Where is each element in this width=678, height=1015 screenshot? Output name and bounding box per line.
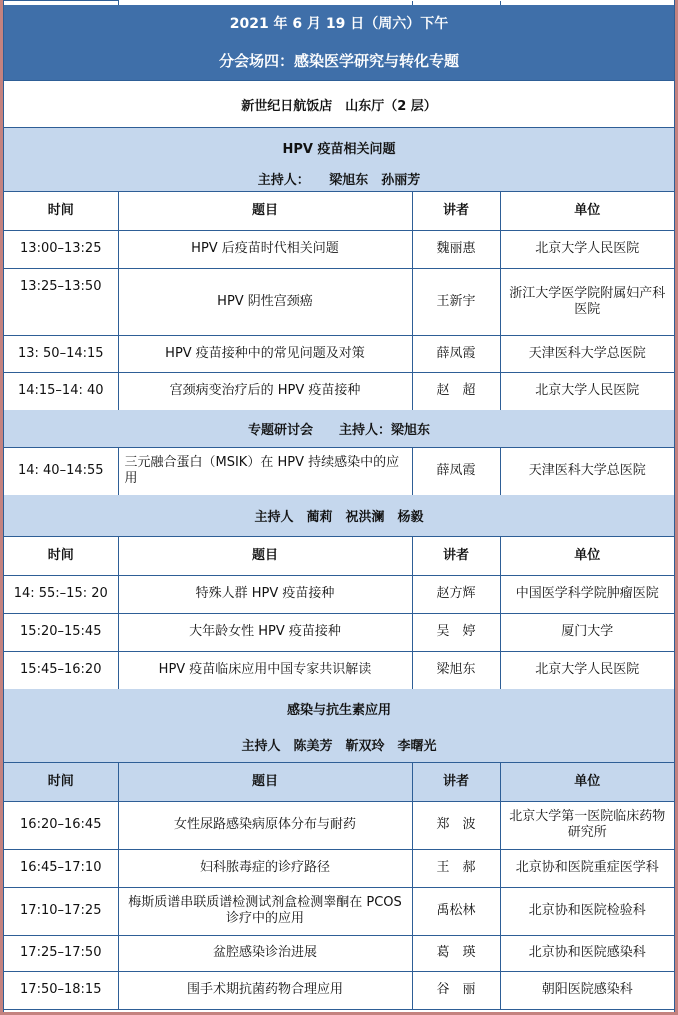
time-cell: 17:25–17:50 <box>4 935 118 971</box>
table-header-row <box>4 537 674 575</box>
time-cell: 16:20–16:45 <box>4 801 118 849</box>
time-cell: 15:20–15:45 <box>4 613 118 651</box>
date-header: 2021 年 6 月 19 日（周六）下午 <box>4 5 674 41</box>
topic-cell: 大年龄女性 HPV 疫苗接种 <box>118 613 412 651</box>
topic-cell: HPV 后疫苗时代相关问题 <box>118 230 412 268</box>
speaker-cell: 梁旭东 <box>412 651 500 689</box>
section1-title: HPV 疫苗相关问题 <box>4 128 674 166</box>
table-row <box>4 651 674 689</box>
section3-title: 感染与抗生素应用 <box>4 689 674 727</box>
table-header-row <box>4 192 674 230</box>
speaker-cell: 谷 丽 <box>412 971 500 1009</box>
topic-cell: 围手术期抗菌药物合理应用 <box>118 971 412 1009</box>
unit-cell: 北京大学人民医院 <box>500 372 674 410</box>
table-row <box>4 849 674 887</box>
seminar-table <box>4 448 674 496</box>
table-row <box>4 230 674 268</box>
time-cell: 17:50–18:15 <box>4 971 118 1009</box>
table-row <box>4 887 674 935</box>
table-header-row <box>4 763 674 801</box>
col-unit: 单位 <box>500 537 674 575</box>
topic-cell: 妇科脓毒症的诊疗路径 <box>118 849 412 887</box>
speaker-cell: 王新宇 <box>412 268 500 335</box>
section1-table <box>4 192 674 411</box>
speaker-cell: 王 郝 <box>412 849 500 887</box>
col-unit: 单位 <box>500 763 674 801</box>
time-cell: 16:45–17:10 <box>4 849 118 887</box>
col-topic: 题目 <box>118 192 412 230</box>
col-topic: 题目 <box>118 763 412 801</box>
speaker-cell: 郑 波 <box>412 801 500 849</box>
col-time: 时间 <box>4 192 118 230</box>
table-row <box>4 268 674 335</box>
topic-cell: HPV 疫苗接种中的常见问题及对策 <box>118 335 412 372</box>
unit-cell: 北京大学人民医院 <box>500 230 674 268</box>
table-row <box>4 613 674 651</box>
speaker-cell: 薛凤霞 <box>412 448 500 495</box>
speaker-cell: 吴 婷 <box>412 613 500 651</box>
unit-cell: 浙江大学医学院附属妇产科医院 <box>500 268 674 335</box>
topic-cell: 宫颈病变治疗后的 HPV 疫苗接种 <box>118 372 412 410</box>
time-cell: 14: 40–14:55 <box>4 448 118 495</box>
section1-hosts: 主持人： 梁旭东 孙丽芳 <box>4 166 674 192</box>
schedule-sheet <box>3 0 675 1012</box>
col-time: 时间 <box>4 763 118 801</box>
speaker-cell: 赵 超 <box>412 372 500 410</box>
table-row <box>4 971 674 1009</box>
section2-table <box>4 537 674 690</box>
col-speaker: 讲者 <box>412 763 500 801</box>
table-row <box>4 372 674 410</box>
speaker-cell: 魏丽惠 <box>412 230 500 268</box>
table-row <box>4 935 674 971</box>
unit-cell: 北京大学人民医院 <box>500 651 674 689</box>
section3-table <box>4 763 674 1010</box>
seminar-title: 专题研讨会 主持人：梁旭东 <box>4 410 674 448</box>
table-row <box>4 801 674 849</box>
topic-cell: 女性尿路感染病原体分布与耐药 <box>118 801 412 849</box>
topic-cell: 盆腔感染诊治进展 <box>118 935 412 971</box>
time-cell: 13:00–13:25 <box>4 230 118 268</box>
topic-cell: HPV 疫苗临床应用中国专家共识解读 <box>118 651 412 689</box>
unit-cell: 北京大学第一医院临床药物研究所 <box>500 801 674 849</box>
topic-cell: HPV 阴性宫颈癌 <box>118 268 412 335</box>
unit-cell: 朝阳医院感染科 <box>500 971 674 1009</box>
session-title: 分会场四：感染医学研究与转化专题 <box>4 41 674 81</box>
section3-hosts: 主持人 陈美芳 靳双玲 李曙光 <box>4 727 674 763</box>
speaker-cell: 葛 瑛 <box>412 935 500 971</box>
unit-cell: 厦门大学 <box>500 613 674 651</box>
unit-cell: 北京协和医院检验科 <box>500 887 674 935</box>
time-cell: 14:15–14: 40 <box>4 372 118 410</box>
topic-cell: 三元融合蛋白（MSIK）在 HPV 持续感染中的应用 <box>118 448 412 495</box>
time-cell: 13: 50–14:15 <box>4 335 118 372</box>
table-row <box>4 448 674 495</box>
time-cell: 14: 55:–15: 20 <box>4 575 118 613</box>
topic-cell: 特殊人群 HPV 疫苗接种 <box>118 575 412 613</box>
unit-cell: 中国医学科学院肿瘤医院 <box>500 575 674 613</box>
table-row <box>4 335 674 372</box>
unit-cell: 北京协和医院重症医学科 <box>500 849 674 887</box>
table-row <box>4 575 674 613</box>
col-speaker: 讲者 <box>412 192 500 230</box>
time-cell: 15:45–16:20 <box>4 651 118 689</box>
col-unit: 单位 <box>500 192 674 230</box>
topic-cell: 梅斯质谱串联质谱检测试剂盒检测睾酮在 PCOS 诊疗中的应用 <box>118 887 412 935</box>
unit-cell: 天津医科大学总医院 <box>500 335 674 372</box>
speaker-cell: 赵方辉 <box>412 575 500 613</box>
col-time: 时间 <box>4 537 118 575</box>
col-topic: 题目 <box>118 537 412 575</box>
speaker-cell: 禹松林 <box>412 887 500 935</box>
time-cell: 13:25–13:50 <box>4 268 118 335</box>
speaker-cell: 薛凤霞 <box>412 335 500 372</box>
unit-cell: 北京协和医院感染科 <box>500 935 674 971</box>
section2-hosts: 主持人 蔺莉 祝洪澜 杨毅 <box>4 495 674 537</box>
col-speaker: 讲者 <box>412 537 500 575</box>
time-cell: 17:10–17:25 <box>4 887 118 935</box>
unit-cell: 天津医科大学总医院 <box>500 448 674 495</box>
venue: 新世纪日航饭店 山东厅（2 层） <box>4 81 674 128</box>
